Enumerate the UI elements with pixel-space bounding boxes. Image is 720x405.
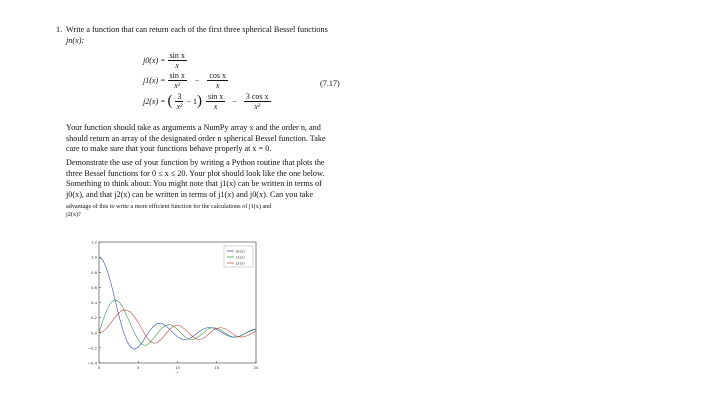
eq1-den-b: x <box>215 81 220 90</box>
para3-line-1: advantage of this to write a more efficient function for the calculations of j1(x) and <box>66 203 272 210</box>
eq1-lhs: j1(x) = <box>143 76 166 85</box>
y-tick-label: 0.2 <box>90 315 97 321</box>
x-axis-label: x <box>176 371 179 373</box>
intro-line-1: Write a function that can return each of the first three spherical Bessel functions <box>66 25 328 34</box>
equation-label: (7.17) <box>320 79 340 88</box>
y-tick-label: −0.4 <box>87 360 97 366</box>
equation-j1 <box>143 71 230 90</box>
bessel-chart <box>84 238 264 373</box>
para1-line-1: Your function should take as arguments a NumPy array x and the order n, and <box>66 123 321 132</box>
eq2-fraction-a <box>206 92 225 111</box>
eq1-num-b: cos x <box>209 71 227 80</box>
y-tick-label: 0.8 <box>90 269 97 275</box>
para2-line-4: j0(x), and that j2(x) can be written in terms of j1(x) and j0(x). Can you take <box>66 189 314 199</box>
eq0-fraction <box>168 51 187 70</box>
x-tick-label: 0 <box>97 365 101 370</box>
eq0-lhs: j0(x) = <box>143 56 166 65</box>
equation-j2 <box>143 92 273 111</box>
legend-label: j1(x) <box>236 254 245 260</box>
eq2-num-b: 3 cos x <box>245 92 269 101</box>
y-tick-label: −0.2 <box>87 345 97 351</box>
eq2-minus: − <box>232 97 237 106</box>
legend-label: j0(x) <box>236 248 245 254</box>
eq0-num: sin x <box>169 51 185 60</box>
x-tick-label: 15 <box>214 365 220 370</box>
eq1-num-a: sin x <box>169 71 185 80</box>
para2-line-2: three Bessel functions for 0 ≤ x ≤ 20. Your plot should look like the one below. <box>66 168 325 178</box>
eq1-minus: − <box>194 76 200 85</box>
eq1-fraction-b <box>207 71 228 90</box>
y-tick-label: 0.4 <box>90 300 97 305</box>
eq2-paren-rest: − 1 <box>186 97 197 106</box>
intro-line-2: jn(x): <box>66 36 85 45</box>
y-tick-label: 1.0 <box>90 254 97 260</box>
para3-line-2: j2(x)? <box>66 211 81 218</box>
para2-line-3: Something to think about: You might note that j1(x) can be written in terms of <box>66 179 322 188</box>
eq2-fraction-b <box>244 92 271 111</box>
y-tick-label: 0.6 <box>90 284 97 290</box>
eq2-open-paren: ( <box>167 93 173 109</box>
eq2-close-paren: ) <box>196 93 202 109</box>
eq2-num-a: sin x <box>207 92 224 101</box>
para2-line-1: Demonstrate the use of your function by writing a Python routine that plots the <box>66 158 325 167</box>
eq2-paren-fraction <box>175 92 185 111</box>
legend-label: j2(x) <box>236 260 245 266</box>
eq2-lhs: j2(x) = <box>143 97 166 106</box>
eq0-den: x <box>175 61 179 70</box>
para1-line-3: care to make sure that your functions behave properly at x = 0. <box>66 144 272 153</box>
problem-number: 1. <box>56 25 63 34</box>
x-tick-label: 10 <box>175 365 180 370</box>
eq2-paren-den: x² <box>176 102 183 111</box>
eq1-fraction-a <box>168 71 187 90</box>
eq2-den-a: x <box>213 102 218 111</box>
y-tick-label: 1.2 <box>90 239 97 245</box>
eq1-den-a: x² <box>174 81 181 90</box>
eq2-paren-num: 3 <box>177 92 182 101</box>
eq2-den-b: x² <box>254 102 261 111</box>
x-tick-label: 20 <box>253 365 259 370</box>
y-tick-label: 0.0 <box>90 330 97 336</box>
para1-line-2: should return an array of the designated order n spherical Bessel function. Take <box>66 133 326 143</box>
equation-j0 <box>143 51 189 70</box>
x-tick-label: 5 <box>137 365 140 370</box>
